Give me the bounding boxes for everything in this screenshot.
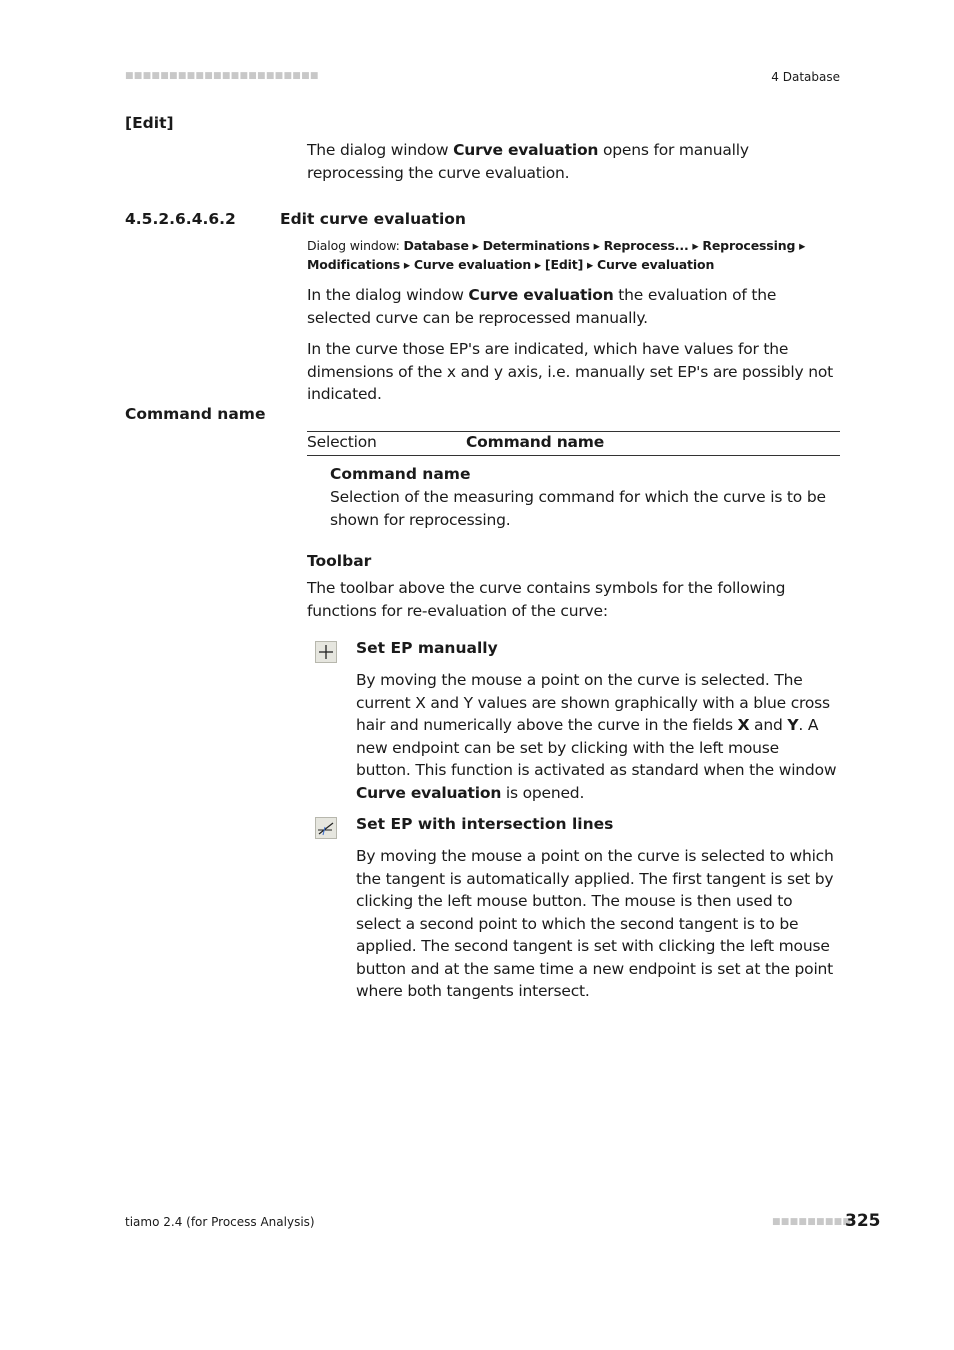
command-name-label: Command name [125, 405, 266, 423]
set-ep-manually-description: By moving the mouse a point on the curve is selected. The current X and Y values are shown graphically with a blue cross hair and numerically above the curve in the fields X and Y. A new endpoint can be set by clicking with the left mouse button. This function is activated as standard when the window Curve evaluation is opened. [356, 671, 837, 802]
option-description: Selection of the measuring command for which the curve is to be shown for reprocessing. [330, 488, 826, 529]
chapter-title: 4 Database [771, 70, 840, 84]
table-header-selection: Selection [307, 433, 377, 451]
set-ep-intersection-title: Set EP with intersection lines [356, 815, 614, 833]
edit-label: [Edit] [125, 114, 174, 132]
toolbar-intro: The toolbar above the curve contains symbols for the following functions for re-evaluation of the curve: [307, 579, 786, 620]
section-title: Edit curve evaluation [280, 210, 466, 228]
option-title: Command name [330, 465, 471, 483]
footer-product: tiamo 2.4 (for Process Analysis) [125, 1215, 315, 1229]
set-ep-intersection-description: By moving the mouse a point on the curve is selected to which the tangent is automatically applied. The first tangent is set by clicking the left mouse button. The mouse is then used to select a second point to which the second tangent is to be applied. The second tangent is set with clicking the left mouse button and at the same time a new endpoint is set at the point where both tangents intersect. [356, 847, 834, 1000]
intersection-lines-icon [315, 817, 337, 839]
dialog-path: Dialog window: Database ▸ Determinations ▸ Reprocess... ▸ Reprocessing ▸ Modifications ▸ Curve evaluation ▸ [Edit] ▸ Curve evaluation [307, 238, 806, 272]
header-decoration: ■■■■■■■■■■■■■■■■■■■■■■ [125, 71, 319, 81]
set-ep-manually-title: Set EP manually [356, 639, 498, 657]
section-number: 4.5.2.6.4.6.2 [125, 210, 236, 228]
section-note: In the curve those EP's are indicated, which have values for the dimensions of the x and y axis, i.e. manually set EP's are possibly not indicated. [307, 340, 834, 403]
page-number: 325 [845, 1211, 881, 1231]
crosshair-plus-icon [315, 641, 337, 663]
footer-decoration: ■■■■■■■■■ [772, 1217, 852, 1227]
edit-description: The dialog window Curve evaluation opens for manually reprocessing the curve evaluation. [307, 141, 749, 182]
toolbar-heading: Toolbar [307, 552, 372, 570]
table-bottom-rule [307, 455, 840, 456]
section-intro: In the dialog window Curve evaluation the evaluation of the selected curve can be reprocessed manually. [307, 286, 777, 327]
table-header-command-name: Command name [466, 433, 605, 451]
